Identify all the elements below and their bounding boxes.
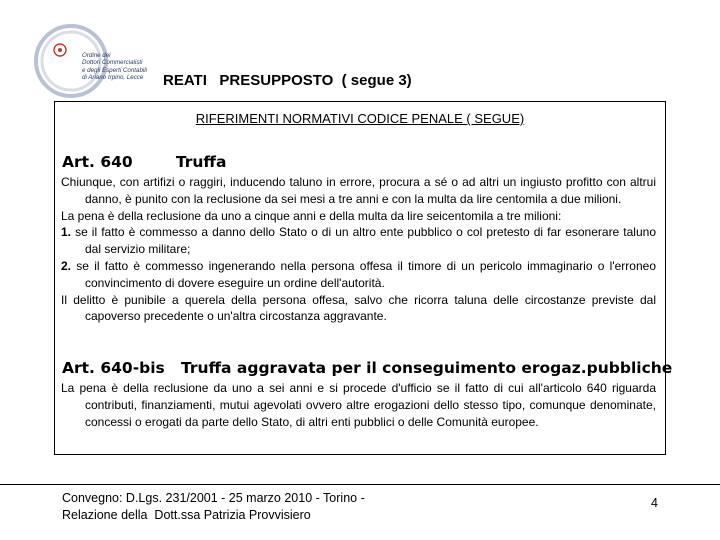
footer-line-1: Convegno: D.Lgs. 231/2001 - 25 marzo 2010 - Torino -	[62, 491, 365, 505]
art-640-text	[61, 174, 656, 325]
content-box	[54, 101, 673, 455]
page-number: 4	[651, 496, 658, 510]
slide-title: REATI PRESUPPOSTO ( segue 3)	[163, 72, 412, 89]
art-640-heading: Art. 640 Truffa	[62, 153, 227, 171]
logo-org-name	[82, 52, 152, 82]
art-640-bis-text	[61, 380, 656, 430]
item-number: 1.	[61, 225, 72, 240]
art-640-bis-heading: Art. 640-bis Truffa aggravata per il conseguimento erogaz.pubbliche	[62, 359, 673, 377]
art-640-bis-paragraph: La pena è della reclusione da uno a sei anni e si procede d'ufficio se il fatto di cui all'articolo 640 riguarda contributi, finanziamenti, mutui agevolati ovvero altre erogazioni dello stesso tipo, comunque denominate, concessi o erogati da parte dello Stato, di altri enti pubblici o delle Comunità europee.	[61, 381, 656, 429]
art-640-paragraph	[61, 224, 656, 258]
logo-org-line: di Ariano Irpino, Lecce	[82, 74, 144, 82]
section-subtitle: RIFERIMENTI NORMATIVI CODICE PENALE ( SEGUE)	[195, 111, 525, 126]
footer-text	[62, 490, 365, 524]
footer-divider	[0, 484, 720, 485]
footer-line-2: Relazione della Dott.ssa Patrizia Provvisiero	[62, 508, 311, 522]
item-text: se il fatto è commesso ingenerando nella persona offesa il timore di un pericolo immaginario o l'erroneo convincimento di dovere eseguire un ordine dell'autorità.	[76, 258, 656, 290]
logo	[32, 22, 146, 102]
art-640-paragraph: Chiunque, con artifizi o raggiri, inducendo taluno in errore, procura a sé o ad altri un ingiusto profitto con altrui danno, è punito con la reclusione da sei mesi a tre anni e con la multa da lire centomila a due milioni.	[61, 175, 656, 206]
art-640-paragraph: La pena è della reclusione da uno a cinque anni e della multa da lire seicentomila a tre milioni:	[61, 208, 562, 223]
logo-org-line: e degli Esperti Contabili	[82, 66, 148, 74]
logo-org-line: Dottori Commercialisti	[82, 59, 143, 67]
item-text: se il fatto è commesso a danno dello Stato o di un altro ente pubblico o col pretesto di far esonerare taluno dal servizio militare;	[75, 225, 656, 257]
item-number: 2.	[61, 258, 72, 273]
art-640-paragraph	[61, 258, 656, 292]
art-640-paragraph: Il delitto è punibile a querela della persona offesa, salvo che ricorra taluna delle circostanze previste dal capoverso precedente o un'altra circostanza aggravante.	[61, 292, 656, 324]
logo-org-line: Ordine dei	[82, 52, 111, 59]
